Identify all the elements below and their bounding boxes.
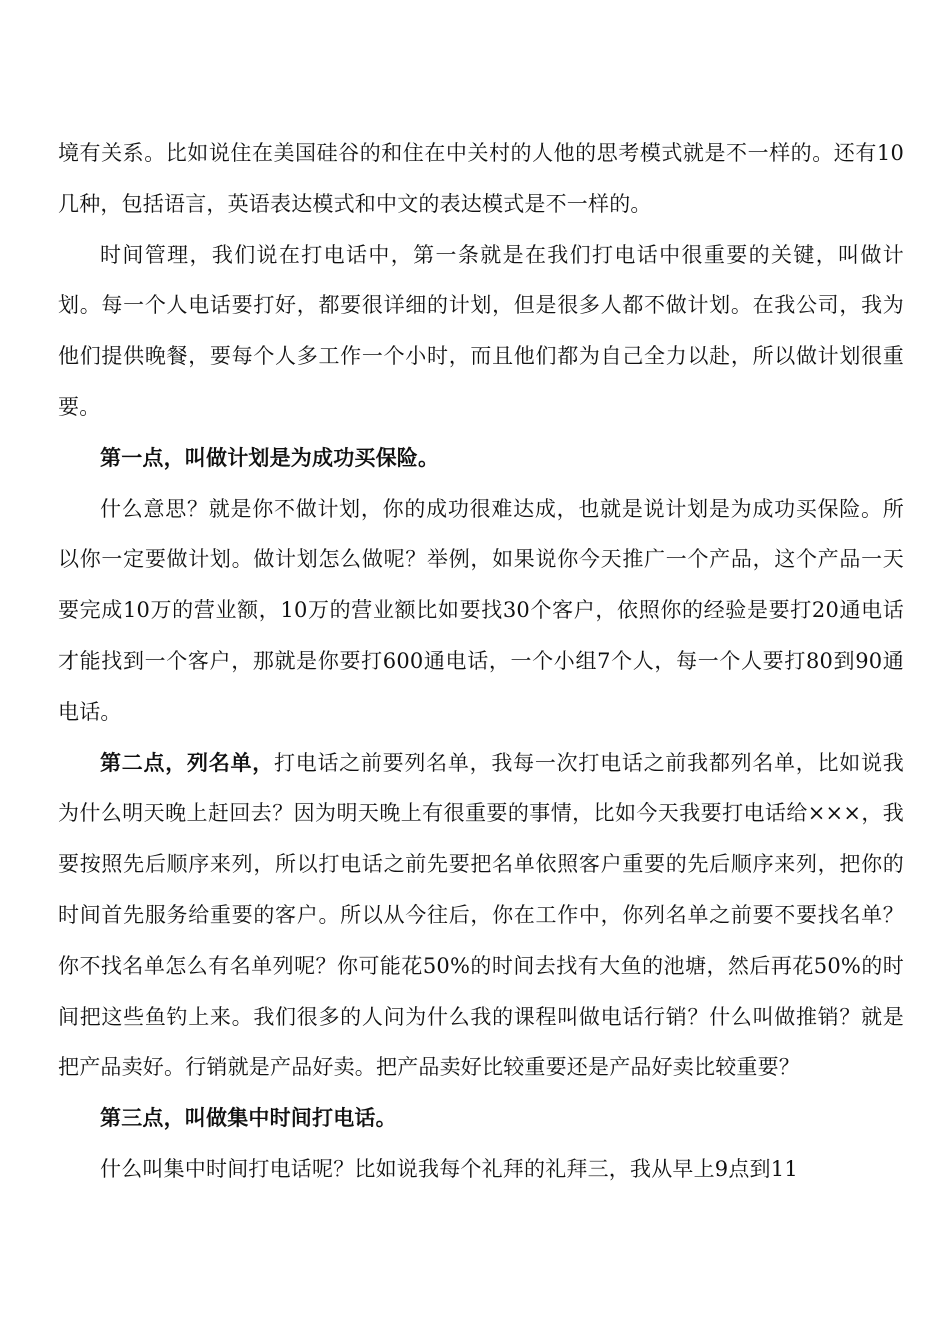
section-heading-3-text: 第三点，叫做集中时间打电话。 — [100, 1105, 397, 1131]
paragraph-4 — [58, 738, 904, 1094]
paragraph-1 — [58, 128, 904, 230]
document-body — [58, 128, 904, 1195]
paragraph-4-text: 打电话之前要列名单，我每一次打电话之前我都列名单，比如说我为什么明天晚上赶回去？因为明天晚上有很重要的事情，比如今天我要打电话给×××，我要按照先后顺序来列，所以打电话之前先要把名单依照客户重要的先后顺序来列，把你的时间首先服务给重要的客户。所以从今往后，你在工作中，你列名单之前要不要找名单？你不找名单怎么有名单列呢？你可能花50%的时间去找有大鱼的池塘，然后再花50%的时间把这些鱼钓上来。我们很多的人问为什么我的课程叫做电话行销？什么叫做推销？就是把产品卖好。行销就是产品好卖。把产品卖好比较重要还是产品好卖比较重要？ — [58, 750, 904, 1080]
section-heading-1 — [58, 433, 904, 484]
section-heading-2-text: 第二点，列名单， — [100, 749, 274, 775]
paragraph-2 — [58, 230, 904, 433]
paragraph-5-text: 什么叫集中时间打电话呢？比如说我每个礼拜的礼拜三，我从早上9点到11 — [100, 1156, 798, 1181]
paragraph-5 — [58, 1144, 904, 1195]
paragraph-1-text: 境有关系。比如说住在美国硅谷的和住在中关村的人他的思考模式就是不一样的。还有10几种，包括语言，英语表达模式和中文的表达模式是不一样的。 — [58, 141, 904, 216]
section-heading-1-text: 第一点，叫做计划是为成功买保险。 — [100, 444, 440, 470]
paragraph-3 — [58, 484, 904, 738]
section-heading-3 — [58, 1093, 904, 1144]
paragraph-2-text: 时间管理，我们说在打电话中，第一条就是在我们打电话中很重要的关键，叫做计划。每一个人电话要打好，都要很详细的计划，但是很多人都不做计划。在我公司，我为他们提供晚餐，要每个人多工作一个小时，而且他们都为自己全力以赴，所以做计划很重要。 — [58, 242, 904, 419]
paragraph-3-text: 什么意思？就是你不做计划，你的成功很难达成，也就是说计划是为成功买保险。所以你一定要做计划。做计划怎么做呢？举例，如果说你今天推广一个产品，这个产品一天要完成10万的营业额，10万的营业额比如要找30个客户，依照你的经验是要打20通电话才能找到一个客户，那就是你要打600通电话，一个小组7个人，每一个人要打80到90通电话。 — [58, 496, 904, 724]
